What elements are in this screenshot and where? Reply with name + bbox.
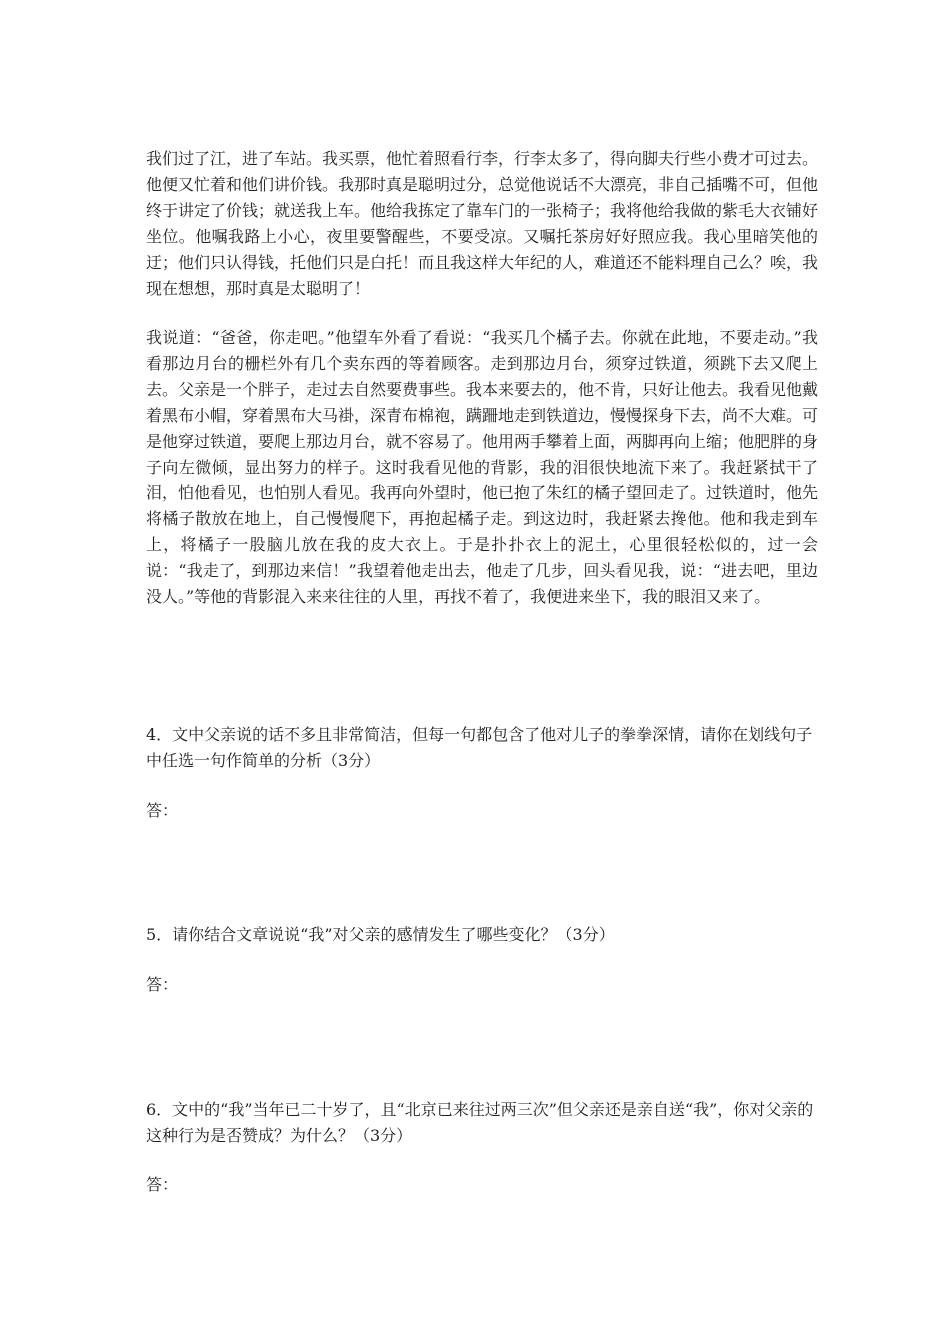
answer-label-5: 答： (146, 975, 179, 994)
answer-label-4: 答： (146, 801, 179, 820)
question-5: 5．请你结合文章说说“我”对父亲的感情发生了哪些变化？（3分） (146, 925, 615, 944)
question-4: 4．文中父亲说的话不多且非常简洁，但每一句都包含了他对儿子的拳拳深情，请你在划线句子中任选一句作简单的分析（3分） (146, 725, 813, 770)
answer-label-6: 答： (146, 1175, 179, 1194)
passage-paragraph-1: 我们过了江，进了车站。我买票，他忙着照看行李，行李太多了，得向脚夫行些小费才可过去。他便又忙着和他们讲价钱。我那时真是聪明过分，总觉他说话不大漂亮，非自己插嘴不可，但他终于讲定了价钱；就送我上车。他给我拣定了靠车门的一张椅子；我将他给我做的紫毛大衣铺好坐位。他嘱我路上小心，夜里要警醒些，不要受凉。又嘱托茶房好好照应我。我心里暗笑他的迂；他们只认得钱，托他们只是白托！而且我这样大年纪的人，难道还不能料理自己么？唉，我现在想想，那时真是太聪明了！ (146, 149, 819, 298)
question-6: 6．文中的“我”当年已二十岁了，且“北京已来往过两三次”但父亲还是亲自送“我”，你对父亲的这种行为是否赞成？为什么？（3分） (146, 1100, 814, 1145)
passage-paragraph-2: 我说道：“爸爸，你走吧。”他望车外看了看说：“我买几个橘子去。你就在此地，不要走动。”我看那边月台的栅栏外有几个卖东西的等着顾客。走到那边月台，须穿过铁道，须跳下去又爬上去。父亲是一个胖子，走过去自然要费事些。我本来要去的，他不肯，只好让他去。我看见他戴着黑布小帽，穿着黑布大马褂，深青布棉袍，蹒跚地走到铁道边，慢慢探身下去，尚不大难。可是他穿过铁道，要爬上那边月台，就不容易了。他用两手攀着上面，两脚再向上缩；他肥胖的身子向左微倾，显出努力的样子。这时我看见他的背影，我的泪很快地流下来了。我赶紧拭干了泪，怕他看见，也怕别人看见。我再向外望时，他已抱了朱红的橘子望回走了。过铁道时，他先将橘子散放在地上，自己慢慢爬下，再抱起橘子走。到这边时，我赶紧去搀他。他和我走到车上，将橘子一股脑儿放在我的皮大衣上。于是扑扑衣上的泥土，心里很轻松似的，过一会说：“我走了，到那边来信！”我望着他走出去，他走了几步，回头看见我，说：“进去吧，里边没人。”等他的背影混入来来往往的人里，再找不着了，我便进来坐下，我的眼泪又来了。 (146, 328, 819, 607)
